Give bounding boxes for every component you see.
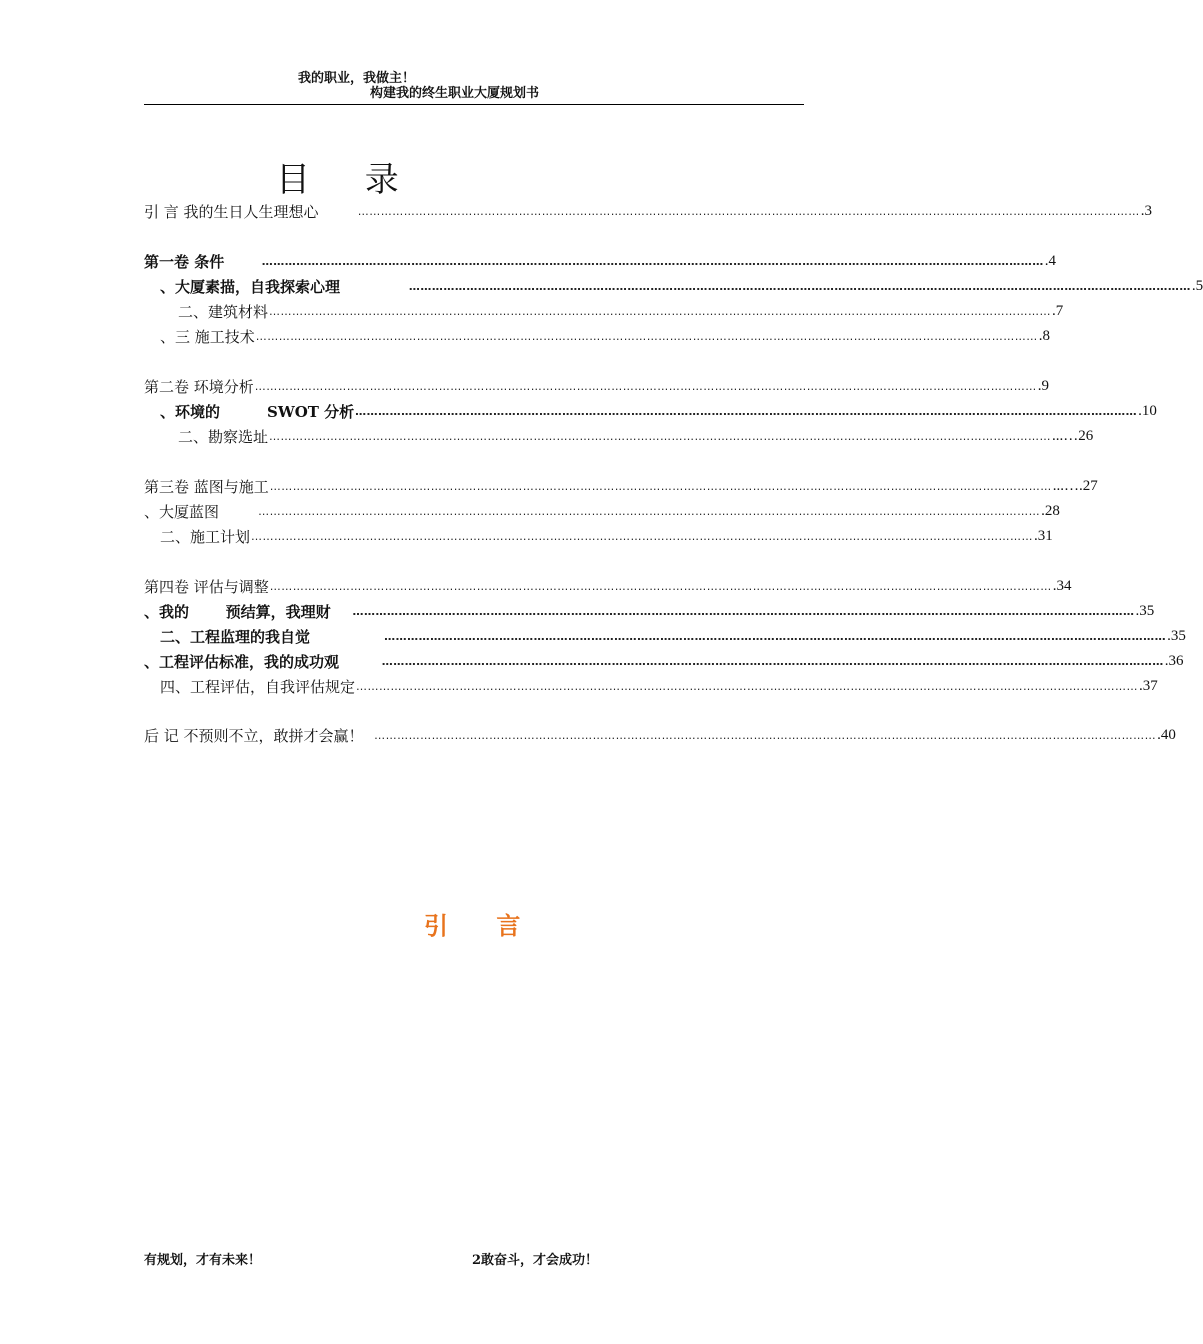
toc-entry-label: 、环境的	[160, 402, 221, 421]
toc-entry-page: ...…26	[1052, 427, 1094, 444]
toc-entry-label: 二、施工计划	[160, 527, 251, 546]
toc-dot-leader: ……………………………………………………………………………………………………………………………………………………………………………………	[356, 679, 1139, 693]
toc-entry-page: .35	[1135, 602, 1155, 619]
toc-dot-leader: ……………………………………………………………………………………………………………………………………………………………………………………	[355, 404, 1138, 418]
toc-dot-leader: ……………………………………………………………………………………………………………………………………………………………………………………	[258, 504, 1041, 518]
toc-entry-intro[interactable]	[144, 201, 1152, 221]
toc-entry-label: 、大厦素描，自我探索心理	[160, 277, 341, 296]
toc-entry-label: 引 言 我的生日人生理想心	[144, 202, 319, 221]
toc-entry-page: .7	[1052, 302, 1064, 319]
toc-entry-4-1[interactable]	[144, 601, 1155, 621]
toc-entry-page: ...….27	[1052, 477, 1098, 494]
toc-entry-page: .3	[1140, 202, 1152, 219]
toc-entry-1-1[interactable]	[160, 276, 1203, 296]
toc-entry-label: 第二卷 环境分析	[144, 377, 254, 396]
toc-dot-leader: ……………………………………………………………………………………………………………………………………………………………………………………	[374, 728, 1157, 742]
header-rule	[144, 104, 804, 105]
toc-entry-3-2[interactable]	[160, 526, 1053, 546]
toc-dot-leader: ……………………………………………………………………………………………………………………………………………………………………………………	[269, 304, 1052, 318]
toc-entry-2-2[interactable]	[178, 426, 1094, 446]
toc-dot-leader: ……………………………………………………………………………………………………………………………………………………………………………………	[381, 654, 1164, 668]
toc-entry-label: 第一卷 条件	[144, 252, 225, 271]
toc-entry-page: .36	[1164, 652, 1184, 669]
toc-dot-leader: ……………………………………………………………………………………………………………………………………………………………………………………	[357, 204, 1140, 218]
toc-title: 目 录	[276, 160, 421, 200]
toc-entry-volume-4[interactable]	[144, 576, 1072, 596]
toc-dot-leader: ……………………………………………………………………………………………………………………………………………………………………………………	[255, 329, 1038, 343]
toc-entry-page: .9	[1037, 377, 1050, 394]
toc-entry-label: 后 记 不预则不立，敢拼才会赢！	[144, 726, 364, 745]
toc-entry-label: 、我的	[144, 602, 190, 621]
toc-entry-page: .37	[1139, 677, 1158, 694]
toc-entry-3-1[interactable]	[144, 501, 1060, 521]
toc-dot-leader: ……………………………………………………………………………………………………………………………………………………………………………………	[269, 479, 1052, 493]
toc-entry-page: .10	[1138, 402, 1157, 419]
toc-entry-page: .31	[1034, 527, 1053, 544]
toc-entry-volume-2[interactable]	[144, 376, 1050, 396]
toc-entry-page: .40	[1157, 726, 1176, 743]
toc-entry-volume-3[interactable]	[144, 476, 1098, 496]
toc-dot-leader: ……………………………………………………………………………………………………………………………………………………………………………………	[254, 379, 1037, 393]
toc-dot-leader: ……………………………………………………………………………………………………………………………………………………………………………………	[352, 604, 1135, 618]
footer-right: 2敢奋斗，才会成功！	[472, 1253, 599, 1268]
toc-entry-label: 二、建筑材料	[178, 302, 269, 321]
toc-dot-leader: ……………………………………………………………………………………………………………………………………………………………………………………	[384, 629, 1167, 643]
toc-dot-leader: ……………………………………………………………………………………………………………………………………………………………………………………	[261, 254, 1044, 268]
toc-entry-label: 四、工程评估，自我评估规定	[160, 677, 356, 696]
toc-entry-afterword[interactable]	[144, 725, 1176, 745]
toc-dot-leader: ……………………………………………………………………………………………………………………………………………………………………………………	[269, 579, 1052, 593]
toc-entry-4-3[interactable]	[144, 651, 1184, 671]
toc-entry-label: 二、勘察选址	[178, 427, 269, 446]
toc-entry-label-extra: SWOT 分析	[267, 402, 355, 421]
toc-entry-page: .4	[1044, 252, 1057, 269]
toc-entry-page: .35	[1167, 627, 1186, 644]
header-line-1: 我的职业，我做主！	[298, 71, 416, 86]
toc-entry-page: .8	[1038, 327, 1051, 344]
toc-entry-4-2[interactable]	[160, 626, 1186, 646]
toc-dot-leader: ……………………………………………………………………………………………………………………………………………………………………………………	[251, 529, 1034, 543]
toc-entry-volume-1[interactable]	[144, 251, 1057, 271]
toc-entry-page: .34	[1052, 577, 1072, 594]
toc-dot-leader: ……………………………………………………………………………………………………………………………………………………………………………………	[269, 429, 1052, 443]
toc-entry-label: 第三卷 蓝图与施工	[144, 477, 269, 496]
toc-entry-1-2[interactable]	[178, 301, 1064, 321]
toc-entry-label: 、工程评估标准，我的成功观	[144, 652, 340, 671]
header-line-2: 构建我的终生职业大厦规划书	[370, 86, 540, 101]
toc-entry-label: 、三 施工技术	[160, 327, 255, 346]
toc-entry-label: 第四卷 评估与调整	[144, 577, 269, 596]
footer-left: 有规划，才有未来！	[144, 1253, 262, 1268]
toc-entry-4-4[interactable]	[160, 676, 1158, 696]
section-heading: 引 言	[424, 911, 541, 940]
toc-dot-leader: ……………………………………………………………………………………………………………………………………………………………………………………	[408, 279, 1191, 293]
toc-entry-2-1[interactable]	[160, 401, 1157, 421]
toc-entry-label: 、大厦蓝图	[144, 502, 220, 521]
toc-entry-page: .28	[1041, 502, 1060, 519]
toc-entry-label: 二、工程监理的我自觉	[160, 627, 311, 646]
toc-entry-page: .5	[1191, 277, 1203, 294]
toc-entry-1-3[interactable]	[160, 326, 1051, 346]
toc-entry-label-extra: 预结算，我理财	[225, 602, 331, 621]
